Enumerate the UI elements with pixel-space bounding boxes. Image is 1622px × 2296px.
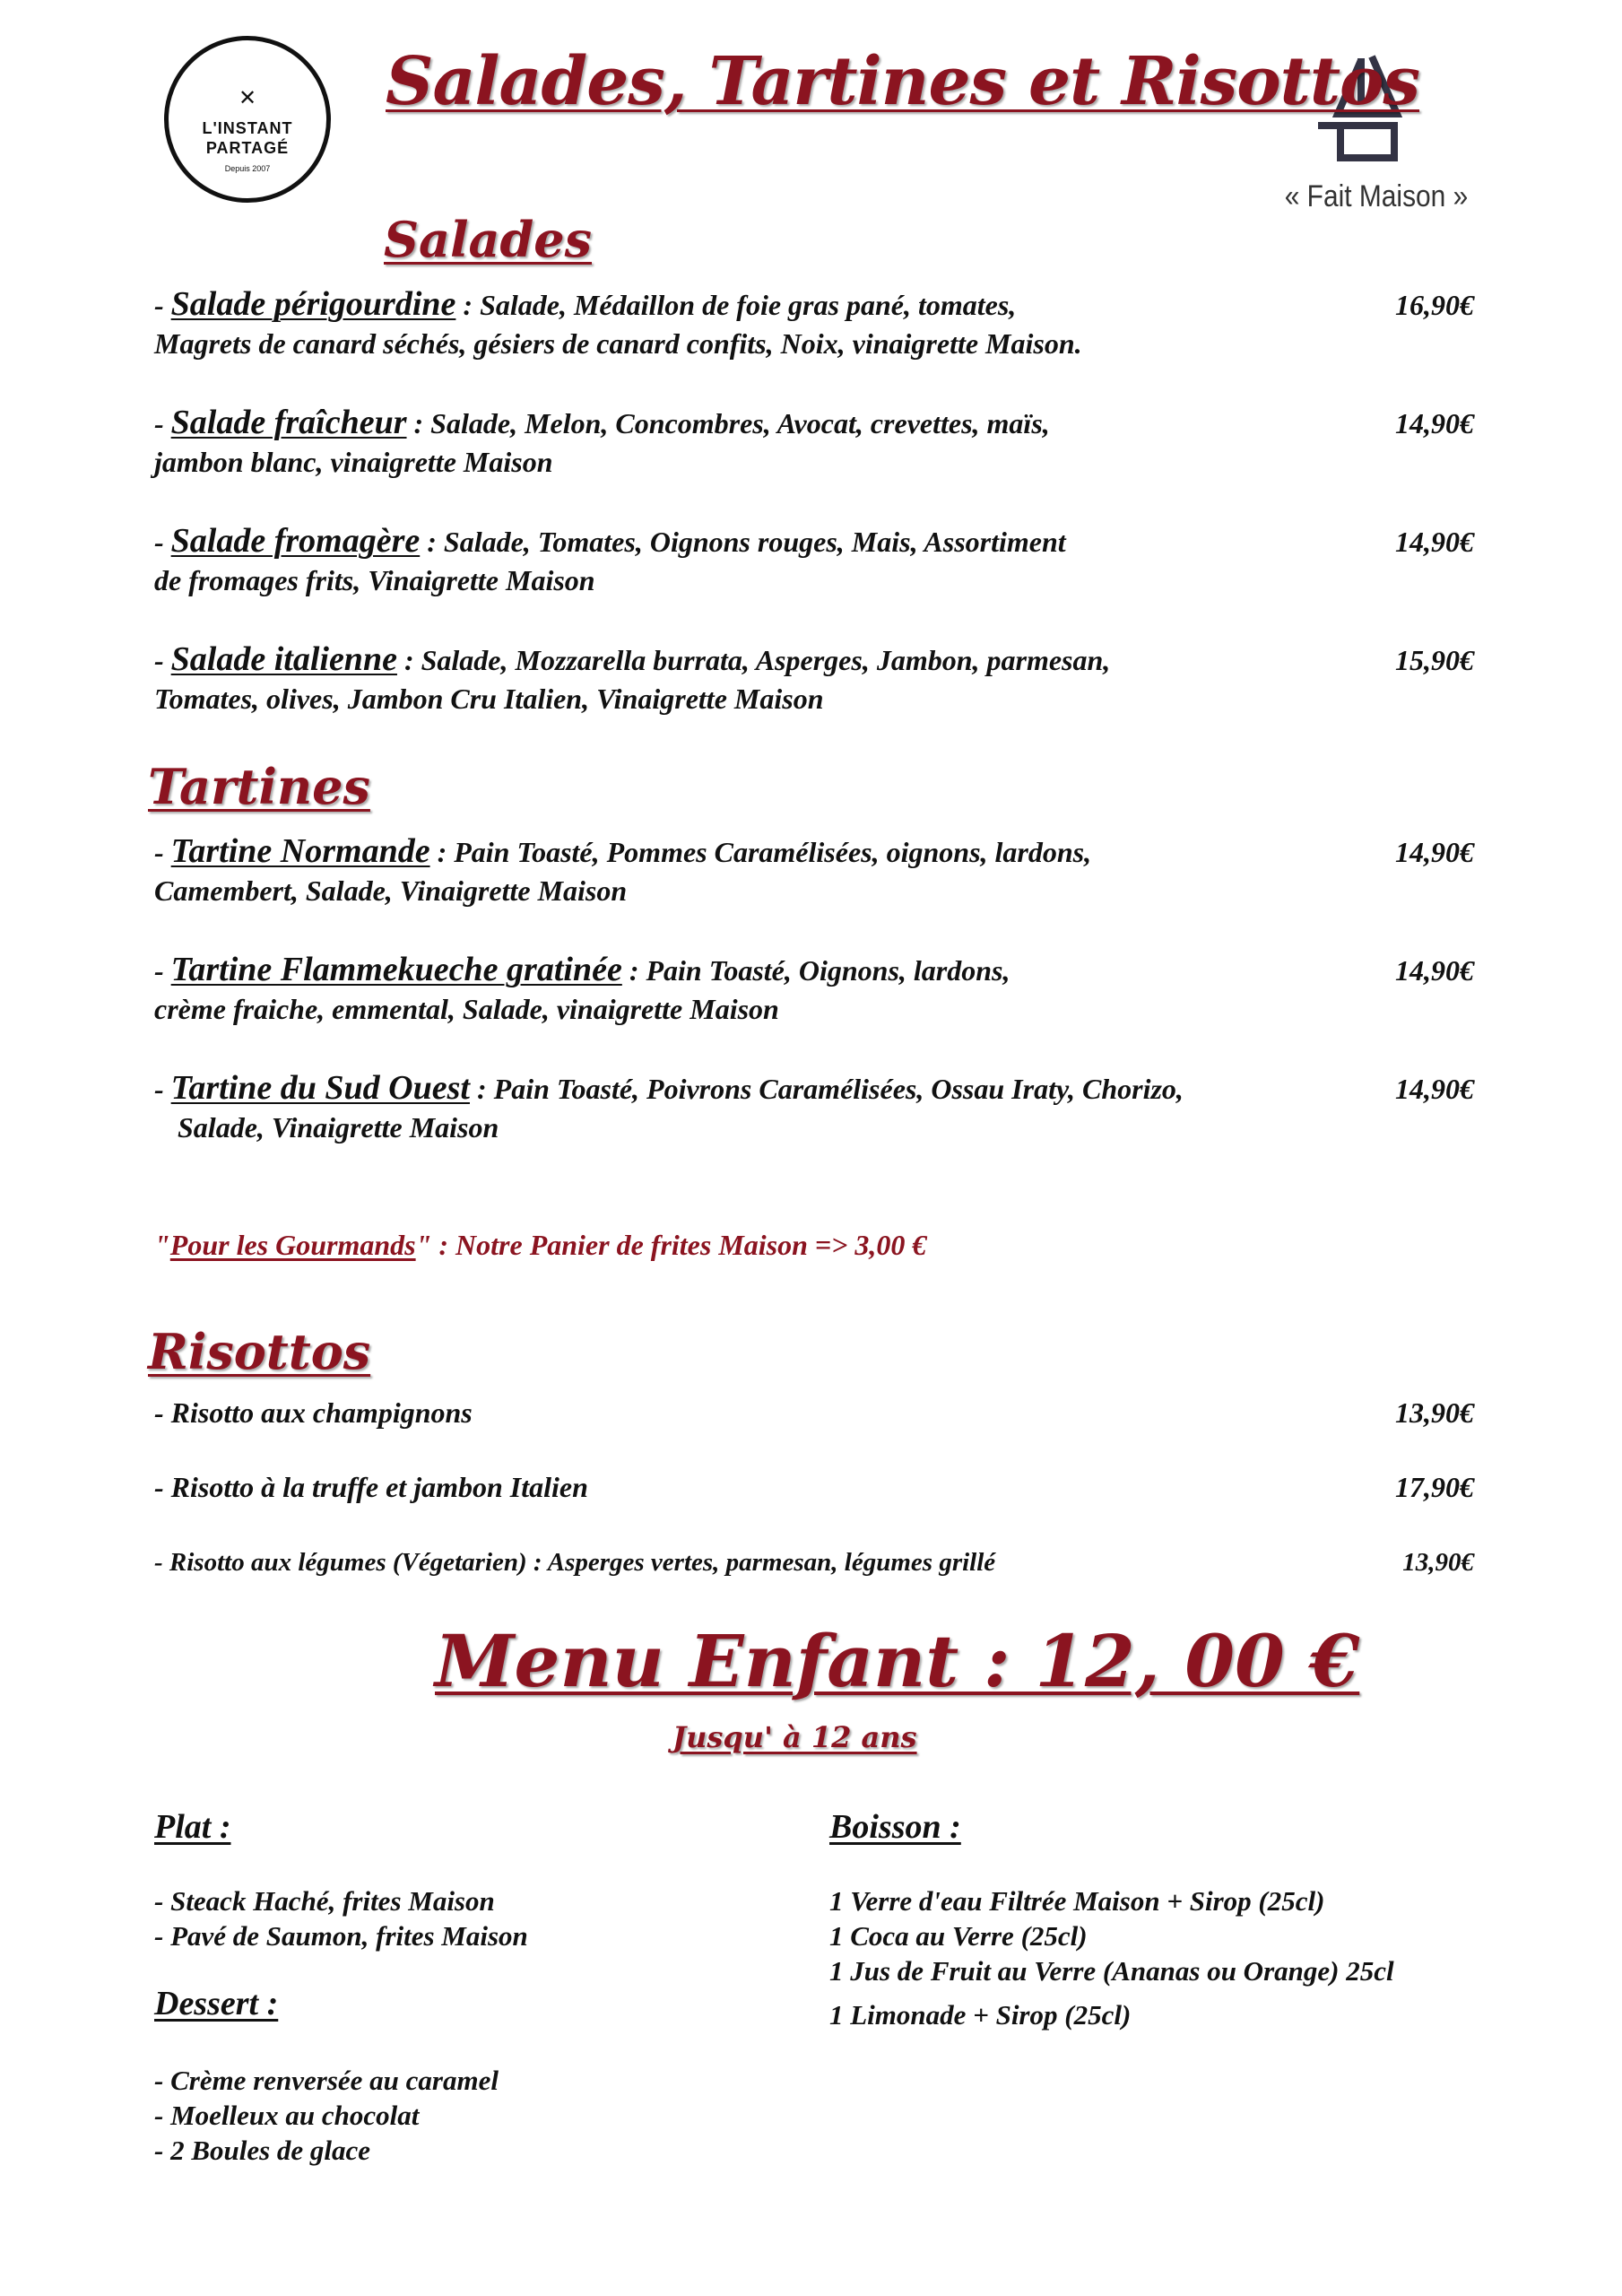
logo-line-1: L'INSTANT — [202, 119, 293, 137]
risotto-item: - Risotto aux champignons — [154, 1396, 473, 1429]
list-item: - 2 Boules de glace — [154, 2135, 371, 2166]
item-price: 17,90€ — [1395, 1471, 1474, 1503]
gourmands-text: : Notre Panier de frites Maison => 3,00 € — [431, 1229, 927, 1261]
item-desc-cont: Tomates, olives, Jambon Cru Italien, Vinaigrette Maison — [154, 683, 824, 715]
item-name: Salade italienne — [170, 640, 397, 678]
utensils-icon: ✕ — [238, 86, 257, 110]
kids-menu-subtitle: Jusqu' à 12 ans — [672, 1720, 917, 1754]
item-price: 15,90€ — [1395, 644, 1474, 676]
item-price: 13,90€ — [1395, 1396, 1474, 1429]
item-desc-cont: Camembert, Salade, Vinaigrette Maison — [154, 874, 628, 907]
menu-item: - Salade fraîcheur : Salade, Melon, Concombres, Avocat, crevettes, maïs, jambon blanc, vinaigrette Maison — [154, 404, 1050, 482]
list-item: 1 Verre d'eau Filtrée Maison + Sirop (25cl) — [829, 1885, 1325, 1917]
item-price: 16,90€ — [1395, 289, 1474, 321]
item-desc: : Pain Toasté, Poivrons Caramélisées, Ossau Iraty, Chorizo, — [469, 1073, 1184, 1105]
quote-close: " — [415, 1229, 432, 1261]
item-desc: : Salade, Mozzarella burrata, Asperges, Jambon, parmesan, — [396, 644, 1111, 676]
list-item: - Pavé de Saumon, frites Maison — [154, 1920, 528, 1952]
menu-item: - Salade fromagère : Salade, Tomates, Oignons rouges, Mais, Assortiment de fromages frits, Vinaigrette Maison — [154, 522, 1066, 600]
list-item: - Crème renversée au caramel — [154, 2065, 499, 2096]
list-item: 1 Limonade + Sirop (25cl) — [829, 1999, 1132, 2031]
list-item: - Moelleux au chocolat — [154, 2100, 420, 2131]
boisson-list — [829, 1883, 1394, 2032]
menu-item: - Tartine du Sud Ouest : Pain Toasté, Poivrons Caramélisées, Ossau Iraty, Chorizo, Salade, Vinaigrette Maison — [154, 1069, 1184, 1147]
risotto-item: - Risotto à la truffe et jambon Italien — [154, 1471, 588, 1503]
section-heading-salades: Salades — [384, 211, 593, 268]
item-desc-cont: jambon blanc, vinaigrette Maison — [154, 446, 553, 478]
restaurant-logo — [164, 36, 331, 203]
item-price: 14,90€ — [1395, 1073, 1474, 1105]
item-name: Salade fromagère — [170, 522, 421, 560]
list-item: 1 Jus de Fruit au Verre (Ananas ou Orange) 25cl — [829, 1955, 1394, 1987]
gourmands-note — [154, 1229, 926, 1262]
item-price: 14,90€ — [1395, 954, 1474, 987]
logo-line-2: PARTAGÉ — [205, 139, 290, 157]
item-name: Tartine Flammekueche gratinée — [170, 951, 622, 988]
risotto-item: - Risotto aux légumes (Végetarien) : Asperges vertes, parmesan, légumes grillé — [154, 1548, 996, 1577]
item-name: Tartine du Sud Ouest — [170, 1069, 470, 1107]
item-desc-cont: crème fraiche, emmental, Salade, vinaigrette Maison — [154, 993, 779, 1025]
kids-menu-title: Menu Enfant : 12, 00 € — [435, 1619, 1360, 1703]
item-price: 14,90€ — [1395, 407, 1474, 439]
quote-open: " — [154, 1229, 170, 1261]
page-title: Salades, Tartines et Risottos — [386, 43, 1420, 120]
item-desc-cont: de fromages frits, Vinaigrette Maison — [154, 564, 595, 596]
item-name: Salade fraîcheur — [170, 404, 407, 441]
fait-maison-label: « Fait Maison » — [1284, 179, 1469, 213]
list-item: 1 Coca au Verre (25cl) — [829, 1920, 1088, 1952]
menu-item: - Salade italienne : Salade, Mozzarella burrata, Asperges, Jambon, parmesan, Tomates, olives, Jambon Cru Italien, Vinaigrette Maison — [154, 640, 1110, 718]
gourmands-label: Pour les Gourmands — [169, 1229, 416, 1261]
plat-list — [154, 1883, 528, 1953]
menu-item: - Salade périgourdine : Salade, Médaillon de foie gras pané, tomates, Magrets de canard séchés, gésiers de canard confits, Noix, vinaigrette Maison. — [154, 285, 1082, 363]
item-desc: : Salade, Tomates, Oignons rouges, Mais, Assortiment — [420, 526, 1066, 558]
menu-item: - Tartine Flammekueche gratinée : Pain Toasté, Oignons, lardons, crème fraiche, emmental, Salade, vinaigrette Maison — [154, 951, 1010, 1029]
item-price: 14,90€ — [1395, 836, 1474, 868]
item-desc: : Pain Toasté, Oignons, lardons, — [621, 954, 1010, 987]
item-desc: : Pain Toasté, Pommes Caramélisées, oignons, lardons, — [429, 836, 1092, 868]
section-heading-tartines: Tartines — [148, 758, 370, 815]
item-name: Salade périgourdine — [170, 285, 456, 323]
dessert-heading: Dessert : — [154, 1985, 279, 2022]
logo-line-3: Depuis 2007 — [224, 164, 271, 173]
plat-heading: Plat : — [154, 1808, 231, 1846]
list-item: - Steack Haché, frites Maison — [154, 1885, 495, 1917]
item-desc-cont: Salade, Vinaigrette Maison — [178, 1111, 499, 1144]
item-price: 14,90€ — [1395, 526, 1474, 558]
item-desc: : Salade, Melon, Concombres, Avocat, crevettes, maïs, — [406, 407, 1050, 439]
boisson-heading: Boisson : — [829, 1808, 961, 1846]
item-name: Tartine Normande — [170, 832, 430, 870]
dessert-list — [154, 2063, 499, 2168]
menu-item: - Tartine Normande : Pain Toasté, Pommes Caramélisées, oignons, lardons, Camembert, Salade, Vinaigrette Maison — [154, 832, 1091, 910]
section-heading-risottos: Risottos — [148, 1323, 371, 1380]
item-desc-cont: Magrets de canard séchés, gésiers de canard confits, Noix, vinaigrette Maison. — [154, 327, 1082, 360]
item-desc: : Salade, Médaillon de foie gras pané, tomates, — [455, 289, 1017, 321]
item-price: 13,90€ — [1402, 1548, 1474, 1577]
